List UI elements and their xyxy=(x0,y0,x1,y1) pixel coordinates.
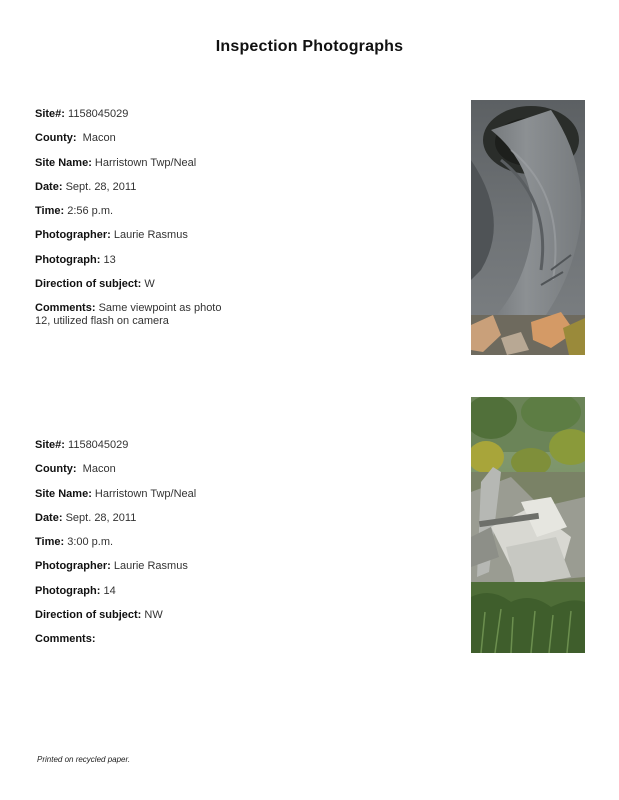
site-number-row xyxy=(35,108,435,132)
site-number-value: 1158045029 xyxy=(68,108,129,120)
county-row xyxy=(35,132,435,156)
date-value: Sept. 28, 2011 xyxy=(65,511,137,524)
time-label: Time: xyxy=(35,536,65,549)
time-label: Time: xyxy=(35,205,65,218)
direction-value: NW xyxy=(144,609,163,622)
date-row xyxy=(35,512,435,536)
site-number-row xyxy=(35,439,435,463)
photograph-value: 14 xyxy=(103,584,116,597)
site-name-row xyxy=(35,157,435,181)
direction-label: Direction of subject: xyxy=(35,609,142,622)
time-value: 2:56 p.m. xyxy=(67,205,114,218)
photograph-row xyxy=(35,585,435,609)
site-number-label: Site#: xyxy=(35,108,65,120)
site-number-label: Site#: xyxy=(35,439,65,451)
debris-pile-photo xyxy=(471,397,585,653)
date-label: Date: xyxy=(35,511,63,524)
site-name-label: Site Name: xyxy=(35,156,92,169)
tire-closeup-photo xyxy=(471,100,585,355)
site-name-row xyxy=(35,488,435,512)
comments-value: Same viewpoint as photo 12, utilized flash on camera xyxy=(35,302,222,328)
comments-label: Comments: xyxy=(35,633,96,646)
time-value: 3:00 p.m. xyxy=(67,536,114,549)
photographer-value: Laurie Rasmus xyxy=(113,229,188,242)
page-title: Inspection Photographs xyxy=(215,38,404,55)
county-label: County: xyxy=(35,132,77,145)
site-number-value: 1158045029 xyxy=(68,439,129,451)
site-name-value: Harristown Twp/Neal xyxy=(94,487,197,500)
photographer-row xyxy=(35,229,435,253)
photographer-label: Photographer: xyxy=(35,229,111,242)
comments-row xyxy=(35,633,235,657)
comments-label: Comments: xyxy=(35,302,96,315)
date-row xyxy=(35,181,435,205)
county-label: County: xyxy=(35,463,77,476)
recycled-paper-note: Printed on recycled paper. xyxy=(37,755,131,764)
site-name-label: Site Name: xyxy=(35,487,92,500)
inspection-record-14 xyxy=(35,439,435,658)
photographer-label: Photographer: xyxy=(35,560,111,573)
photograph-value: 13 xyxy=(103,253,116,266)
county-value: Macon xyxy=(82,463,116,476)
photograph-row xyxy=(35,254,435,278)
direction-row xyxy=(35,609,435,633)
photographer-value: Laurie Rasmus xyxy=(113,560,188,573)
time-row xyxy=(35,536,435,560)
photograph-label: Photograph: xyxy=(35,253,101,266)
direction-label: Direction of subject: xyxy=(35,278,142,291)
photograph-label: Photograph: xyxy=(35,584,101,597)
photographer-row xyxy=(35,560,435,584)
date-value: Sept. 28, 2011 xyxy=(65,180,137,193)
county-row xyxy=(35,463,435,487)
time-row xyxy=(35,205,435,229)
direction-row xyxy=(35,278,435,302)
direction-value: W xyxy=(144,278,155,291)
county-value: Macon xyxy=(82,132,116,145)
inspection-record-13 xyxy=(35,108,435,327)
date-label: Date: xyxy=(35,180,63,193)
site-name-value: Harristown Twp/Neal xyxy=(94,156,197,169)
comments-row xyxy=(35,302,235,326)
